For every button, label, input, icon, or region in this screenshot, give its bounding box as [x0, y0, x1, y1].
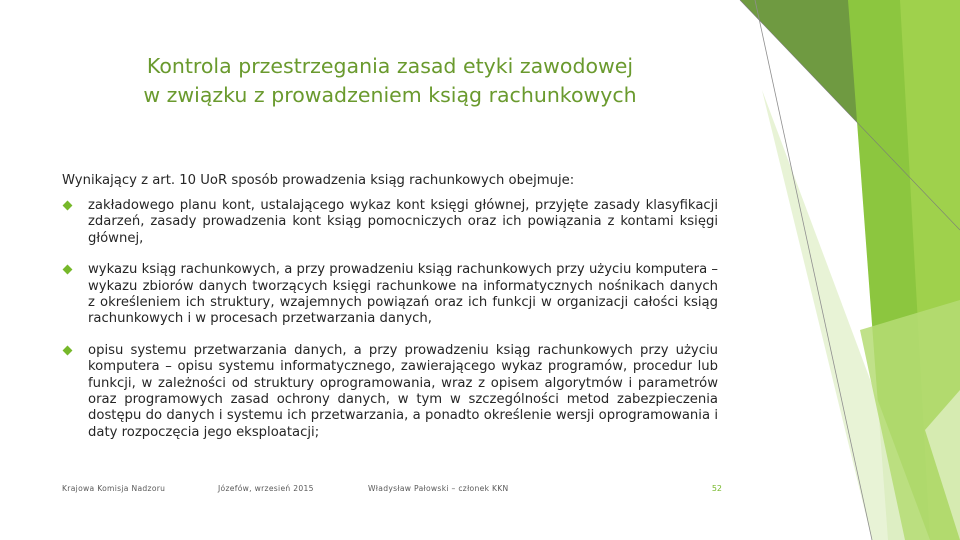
- bullet-list: [62, 198, 718, 456]
- diamond-bullet-icon: [63, 265, 73, 275]
- footer-author: Władysław Pałowski – członek KKN: [368, 484, 509, 493]
- bullet-item: [62, 198, 718, 247]
- bullet-text: zakładowego planu kont, ustalającego wykaz kont księgi głównej, przyjęte zasady klasyfikacji zdarzeń, zasady prowadzenia kont ksiąg pomocniczych oraz ich powiązania z kontami księgi głównej,: [88, 198, 718, 246]
- diamond-bullet-icon: [63, 201, 73, 211]
- bullet-item: [62, 343, 718, 441]
- slide-title-line1: Kontrola przestrzegania zasad etyki zawodowej: [146, 54, 634, 78]
- bullet-text: wykazu ksiąg rachunkowych, a przy prowadzeniu ksiąg rachunkowych przy użyciu komputera – wykazu zbiorów danych tworzących księgi rachunkowe na informatycznych nośnikach danych z określeniem ich struktury, wzajemnych powiązań oraz ich funkcji w organizacji całości ksiąg rachunkowych i w procesach przetwarzania danych,: [88, 262, 718, 327]
- slide-title-line2: w związku z prowadzeniem ksiąg rachunkowych: [143, 83, 637, 107]
- footer-date: Józefów, wrzesień 2015: [218, 484, 314, 493]
- diamond-bullet-icon: [63, 345, 73, 355]
- bullet-item: [62, 262, 718, 328]
- slide-title: [80, 52, 700, 110]
- page-number: 52: [711, 484, 722, 493]
- bullet-text: opisu systemu przetwarzania danych, a przy prowadzeniu ksiąg rachunkowych przy użyciu komputera – opisu systemu informatycznego, zawierającego wykaz programów, procedur lub funkcji, w zależności od struktury oprogramowania, wraz z opisem algorytmów i parametrów oraz programowych zasad ochrony danych, w tym w szczególności metod zabezpieczenia dostępu do danych i systemu ich przetwarzania, a ponadto określenie wersji oprogramowania i daty rozpoczęcia jego eksploatacji;: [88, 342, 718, 440]
- footer-organization: Krajowa Komisja Nadzoru: [62, 484, 166, 493]
- intro-text: Wynikający z art. 10 UoR sposób prowadzenia ksiąg rachunkowych obejmuje:: [62, 173, 575, 188]
